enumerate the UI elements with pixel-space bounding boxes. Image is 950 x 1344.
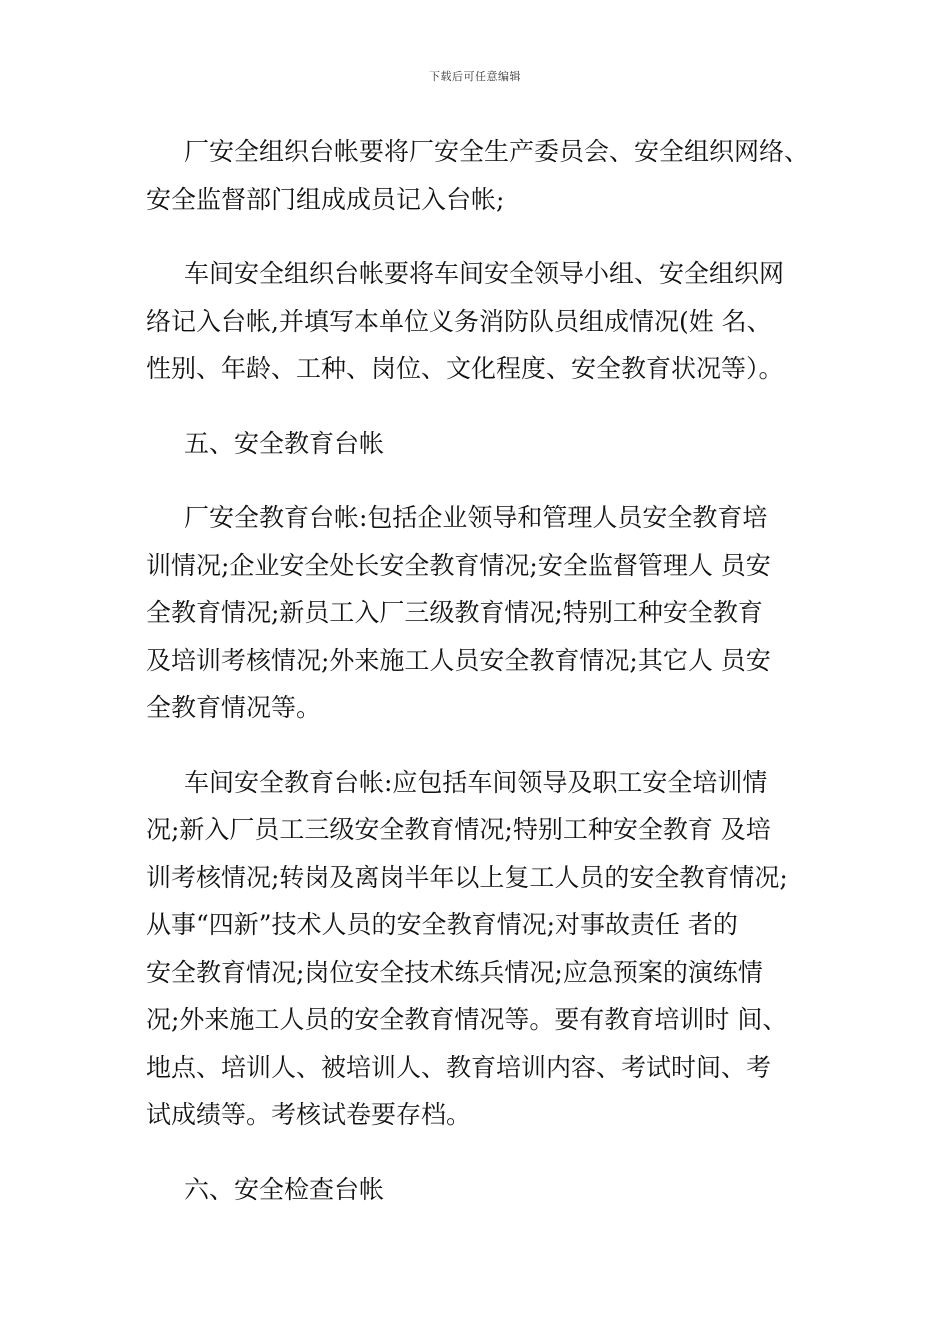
paragraph-gap — [146, 223, 806, 250]
text-line: 性别、年龄、工种、岗位、文化程度、安全教育状况等）。 — [146, 354, 784, 383]
text-line: 试成绩等。考核试卷要存档。 — [146, 1100, 472, 1129]
text-line: 络记入台帐,并填写本单位义务消防队员组成情况(姓 名、 — [146, 306, 772, 336]
paragraph-gap — [146, 1139, 806, 1166]
text-line: 况;新入厂员工三级安全教育情况;特别工种安全教育 及培 — [146, 815, 771, 844]
paragraph-safety-organization-workshop — [146, 250, 806, 393]
text-line: 训情况;企业安全处长安全教育情况;安全监督管理人 员安 — [146, 550, 771, 580]
text-line: 车间安全组织台帐要将车间安全领导小组、安全组织网 — [184, 259, 785, 288]
text-line: 全教育情况等。 — [146, 693, 322, 722]
text-line: 安全教育情况;岗位安全技术练兵情况;应急预案的演练情 — [146, 957, 763, 987]
header-note: 下载后可任意编辑 — [429, 70, 521, 83]
document-body — [146, 128, 810, 1213]
text-line: 车间安全教育台帐:应包括车间领导及职工安全培训情 — [184, 767, 768, 797]
text-line: 训考核情况;转岗及离岗半年以上复工人员的安全教育情况; — [146, 862, 788, 892]
text-line: 从事“四新”技术人员的安全教育情况;对事故责任 者的 — [146, 910, 738, 939]
text-line: 厂安全组织台帐要将厂安全生产委员会、安全组织网络、 — [184, 137, 810, 166]
text-line: 况;外来施工人员的安全教育情况等。要有教育培训时 间、 — [146, 1005, 788, 1034]
text-line: 地点、培训人、被培训人、教育培训内容、考试时间、考 — [146, 1052, 772, 1082]
paragraph-gap — [146, 467, 806, 494]
text-line: 全教育情况;新员工入厂三级教育情况;特别工种安全教育 — [146, 598, 763, 627]
paragraph-gap — [146, 732, 806, 759]
section-heading-safety-inspection: 六、安全检查台帐 — [184, 1174, 385, 1204]
text-line: 安全监督部门组成成员记入台帐; — [146, 184, 505, 214]
paragraph-workshop-education-ledger — [146, 759, 806, 1139]
text-line: 及培训考核情况;外来施工人员安全教育情况;其它人 员安 — [146, 645, 771, 675]
text-line: 厂安全教育台帐:包括企业领导和管理人员安全教育培 — [184, 503, 768, 532]
paragraph-gap — [146, 393, 806, 420]
paragraph-safety-organization-factory — [146, 128, 810, 223]
paragraph-factory-education-ledger — [146, 494, 806, 732]
section-heading-safety-education: 五、安全教育台帐 — [184, 428, 385, 458]
